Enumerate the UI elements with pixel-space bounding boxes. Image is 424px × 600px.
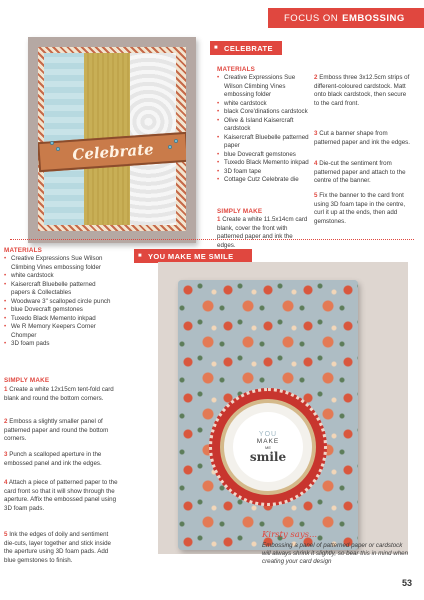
list-item: • Kaisercraft Bluebelle patterned paper [217,134,309,151]
smile-materials-list [4,255,116,349]
gemstone [56,147,60,151]
list-item: • white cardstock [217,100,309,109]
sentiment [233,412,303,482]
page-number: 53 [401,578,412,588]
list-item: • Kaisercraft Bluebelle patterned papers & Collectables [4,281,116,298]
celebrate-step-4: 4 Die-cut the sentiment from patterned paper and attach to the centre of the banner. [314,160,406,184]
smile-step-1: 1 Create a white 12x15cm tent-fold card blank and round the bottom corners. [4,386,114,402]
celebrate-step-3: 3 Cut a banner shape from patterned paper and ink the edges. [314,130,410,146]
sentiment-you: YOU [258,430,278,438]
celebrate-materials-list [217,74,309,185]
header-topic: EMBOSSING [342,12,405,24]
card-front [38,47,186,231]
list-item: • Tuxedo Black Memento inkpad [217,159,309,168]
list-item: • black Core'dinations cardstock [217,108,309,117]
list-item: • 3D foam pads [4,340,116,349]
smile-card-photo [158,262,408,554]
smile-step-4: 4 Attach a piece of patterned paper to the card front so that it will show through the aperture. Affix the embossed panel using 3D foam pads. [4,479,118,512]
list-item: • 3D foam tape [217,168,309,177]
smile-step-3: 3 Punch a scalloped aperture in the embossed panel and ink the edges. [4,451,102,467]
gemstone [168,145,172,149]
header-prefix: FOCUS ON [284,12,339,24]
tip-title: Kirsty says... [262,530,318,540]
list-item: • Olive & Island Kaisercraft cardstock [217,117,309,134]
celebrate-step-2: 2 Emboss three 3x12.5cm strips of different-coloured cardstock. Matt onto black cardstock, then secure to the card front. [314,74,410,107]
list-item: • Creative Expressions Sue Wilson Climbing Vines embossing folder [4,255,116,272]
list-item: • We R Memory Keepers Corner Chomper [4,323,116,340]
list-item: • Creative Expressions Sue Wilson Climbing Vines embossing folder [217,74,309,100]
sentiment-make: MAKE [256,437,280,445]
sentiment-smile: smile [249,449,287,464]
celebrate-simply-make-heading: SIMPLY MAKE [217,208,263,215]
list-item: • Tuxedo Black Memento inkpad [4,315,116,324]
card-front [178,280,358,550]
section-header [268,8,424,28]
celebrate-step: 1 Create a white 11.5x14cm card blank, cover the front with patterned paper and ink the edges. [217,216,308,249]
smile-materials-heading: MATERIALS [4,247,43,254]
tip-text: Embossing a panel of patterned paper or cardstock will always shrink it slightly, so bear this in mind when creating your card design [262,542,409,565]
celebrate-step-5: 5 Fix the banner to the card front using 3D foam tape in the centre, curl it up at the ends, then add gemstones. [314,192,406,225]
celebrate-card-photo [28,37,196,243]
smile-simply-make-heading: SIMPLY MAKE [4,377,50,384]
list-item: • Cottage Cutz Celebrate die [217,176,309,185]
list-item: • white cardstock [4,272,116,281]
list-item: • blue Dovecraft gemstones [4,306,116,315]
list-item: • blue Dovecraft gemstones [217,151,309,160]
celebrate-materials-heading: MATERIALS [217,66,256,73]
sentiment-me: ME [265,444,271,450]
smile-step-5: 5 Ink the edges of doily and sentiment die-cuts, layer together and stick inside the aperture using 3D foam pads. Add blue gemstones to finish. [4,531,111,564]
smile-step-2: 2 Emboss a slightly smaller panel of patterned paper and round the bottom corners. [4,418,109,442]
smile-title: ■ YOU MAKE ME SMILE [134,249,252,263]
banner-text: Celebrate [71,140,155,164]
celebrate-title: ■ CELEBRATE [210,41,282,55]
list-item: • Woodware 3" scalloped circle punch [4,298,116,307]
gemstone [174,139,178,143]
section-divider [10,239,414,240]
gemstone [50,141,54,145]
